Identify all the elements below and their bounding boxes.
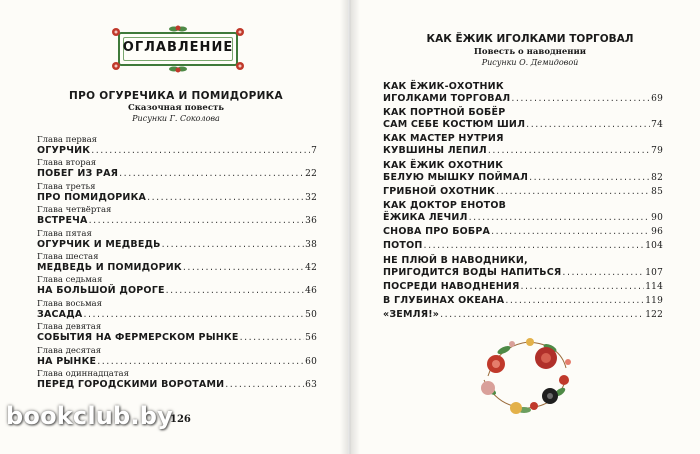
dot-leader: [440, 309, 644, 321]
toc-chapter: [37, 135, 317, 158]
toc-entry: [383, 81, 663, 105]
toc-row: [37, 332, 317, 344]
right-story-subtitle: Повесть о наводнении: [473, 47, 587, 57]
dot-leader: [562, 267, 644, 279]
toc-row: [383, 212, 663, 224]
toc-row: [37, 379, 317, 391]
dot-leader: [469, 212, 651, 224]
right-story-title: КАК ЁЖИК ИГОЛКАМИ ТОРГОВАЛ: [426, 33, 634, 45]
chapter-label: Глава седьмая: [37, 275, 103, 286]
toc-chapter: [37, 252, 317, 275]
chapter-label: Глава шестая: [37, 251, 99, 262]
toc-chapter: [37, 158, 317, 181]
dot-leader: [225, 379, 304, 391]
entry-title-line: КУВШИНЫ ЛЕПИЛ: [383, 145, 487, 157]
dot-leader: [529, 172, 650, 184]
chapter-page-number: 46: [305, 286, 317, 297]
chapter-title: ПОБЕГ ИЗ РАЯ: [37, 168, 119, 180]
entry-page-number: 96: [651, 227, 663, 238]
entry-title-line: САМ СЕБЕ КОСТЮМ ШИЛ: [383, 119, 526, 131]
toc-row: [37, 168, 317, 180]
entry-page-number: 79: [651, 146, 663, 157]
contents-heading: ОГЛАВЛЕНИЕ: [122, 40, 234, 55]
chapter-title: ОГУРЧИК И МЕДВЕДЬ: [37, 238, 161, 250]
chapter-title: НА БОЛЬШОЙ ДОРОГЕ: [37, 285, 165, 297]
entry-title-line: НЕ ПЛЮЙ В НАВОДНИКИ,: [383, 254, 528, 266]
dot-leader: [505, 295, 644, 307]
watermark: bookclub.by: [6, 402, 173, 430]
dot-leader: [488, 145, 650, 157]
toc-row: [383, 281, 663, 293]
toc-row: [37, 309, 317, 321]
chapter-title: НА РЫНКЕ: [37, 355, 97, 367]
toc-row: [383, 93, 663, 105]
toc-row: [383, 267, 663, 279]
toc-entry: [383, 309, 663, 321]
entry-page-number: 107: [645, 267, 663, 278]
chapter-title: ПЕРЕД ГОРОДСКИМИ ВОРОТАМИ: [37, 378, 225, 390]
entry-title-line: ПРИГОДИТСЯ ВОДЫ НАПИТЬСЯ: [383, 266, 562, 278]
chapter-page-number: 36: [305, 216, 317, 227]
dot-leader: [424, 240, 645, 252]
chapter-label: Глава первая: [37, 135, 98, 145]
chapter-label: Глава пятая: [37, 228, 92, 239]
toc-chapter: [37, 229, 317, 252]
dot-leader: [97, 356, 304, 368]
entry-title-line: КАК ЁЖИК-ОХОТНИК: [383, 81, 504, 92]
dot-leader: [521, 281, 645, 293]
entry-title-line: БЕЛУЮ МЫШКУ ПОЙМАЛ: [383, 171, 529, 183]
chapter-title: ВСТРЕЧА: [37, 215, 88, 227]
chapter-label: Глава вторая: [37, 158, 97, 169]
chapter-page-number: 42: [305, 262, 317, 273]
flower-ornament-icon: [234, 26, 246, 38]
dot-leader: [240, 332, 305, 344]
dot-leader: [166, 285, 304, 297]
story-subtitle: Сказочная повесть: [127, 103, 225, 113]
entry-title-line: ПОТОП: [383, 240, 423, 252]
chapter-title: МЕДВЕДЬ И ПОМИДОРИК: [37, 261, 182, 273]
toc-row: [37, 239, 317, 251]
chapter-label: Глава одиннадцатая: [37, 368, 129, 379]
leaf-ornament-icon: [168, 65, 188, 75]
chapter-label: Глава девятая: [37, 322, 102, 333]
toc-entry: [383, 240, 663, 252]
toc-row: [383, 226, 663, 238]
chapter-page-number: 22: [305, 169, 317, 180]
toc-chapter: [37, 182, 317, 205]
chapter-page-number: 63: [305, 379, 317, 390]
chapter-title: ЗАСАДА: [37, 308, 83, 320]
entry-title-line: ПОСРЕДИ НАВОДНЕНИЯ: [383, 280, 520, 292]
toc-row: [383, 240, 663, 252]
chapter-title: ОГУРЧИК: [37, 145, 91, 156]
toc-entry: [383, 255, 663, 279]
toc-row: [37, 262, 317, 274]
toc-row: [383, 186, 663, 198]
book-gutter: [340, 0, 360, 454]
entry-page-number: 119: [645, 295, 663, 306]
right-story-credit: Рисунки О. Демидовой: [481, 58, 579, 67]
toc-row: [37, 285, 317, 297]
toc-row: [37, 215, 317, 227]
toc-chapter: [37, 205, 317, 228]
toc-entry: [383, 200, 663, 224]
toc-row: [37, 145, 317, 157]
chapter-page-number: 50: [305, 309, 317, 320]
entry-title-line: КАК ЁЖИК ОХОТНИК: [383, 159, 504, 171]
toc-row: [383, 172, 663, 184]
toc-entry: [383, 133, 663, 157]
toc-chapter: [37, 299, 317, 322]
chapter-page-number: 56: [305, 333, 317, 344]
leaf-ornament-icon: [168, 23, 188, 33]
right-table-of-contents: [383, 81, 663, 323]
toc-entry: [383, 186, 663, 198]
entry-title-line: СНОВА ПРО БОБРА: [383, 226, 491, 238]
toc-row: [383, 309, 663, 321]
toc-entry: [383, 160, 663, 184]
toc-row: [383, 119, 663, 131]
toc-chapter: [37, 346, 317, 369]
toc-entry: [383, 281, 663, 293]
entry-title-line: ГРИБНОЙ ОХОТНИК: [383, 185, 496, 197]
dot-leader: [147, 192, 304, 204]
dot-leader: [511, 93, 650, 105]
left-table-of-contents: [37, 135, 317, 392]
toc-row: [383, 145, 663, 157]
entry-page-number: 90: [651, 212, 663, 223]
page-number: 126: [170, 414, 191, 425]
chapter-page-number: 38: [305, 239, 317, 250]
chapter-page-number: 32: [305, 192, 317, 203]
entry-page-number: 104: [645, 241, 663, 252]
flower-ornament-icon: [234, 60, 246, 72]
entry-page-number: 69: [651, 94, 663, 104]
entry-title-line: КАК МАСТЕР НУТРИЯ: [383, 133, 504, 145]
flower-ornament-icon: [110, 60, 122, 72]
dot-leader: [162, 239, 305, 251]
entry-title-line: КАК ПОРТНОЙ БОБЁР: [383, 107, 506, 119]
toc-chapter: [37, 369, 317, 392]
toc-chapter: [37, 275, 317, 298]
entry-title-line: ЁЖИКА ЛЕЧИЛ: [383, 211, 468, 223]
entry-title-line: В ГЛУБИНАХ ОКЕАНА: [383, 294, 505, 306]
toc-entry: [383, 226, 663, 238]
dot-leader: [89, 215, 305, 227]
toc-chapter: [37, 322, 317, 345]
dot-leader: [91, 145, 310, 157]
dot-leader: [119, 168, 304, 180]
floral-wreath-illustration: [468, 328, 580, 416]
chapter-title: СОБЫТИЯ НА ФЕРМЕРСКОМ РЫНКЕ: [37, 332, 239, 344]
toc-entry: [383, 295, 663, 307]
entry-title-line: КАК ДОКТОР ЕНОТОВ: [383, 199, 507, 211]
chapter-label: Глава десятая: [37, 345, 102, 356]
dot-leader: [496, 186, 650, 198]
toc-row: [383, 295, 663, 307]
chapter-title: ПРО ПОМИДОРИКА: [37, 191, 147, 203]
toc-row: [37, 192, 317, 204]
chapter-label: Глава четвёртая: [37, 205, 112, 216]
toc-entry: [383, 107, 663, 131]
story-title: ПРО ОГУРЕЧИКА И ПОМИДОРИКА: [69, 90, 283, 102]
chapter-label: Глава третья: [37, 181, 96, 192]
entry-title-line: «ЗЕМЛЯ!»: [383, 309, 440, 321]
toc-row: [37, 356, 317, 368]
entry-page-number: 122: [645, 310, 663, 321]
entry-title-line: ИГОЛКАМИ ТОРГОВАЛ: [383, 93, 511, 104]
entry-page-number: 82: [651, 172, 663, 183]
contents-heading-frame: [108, 24, 248, 74]
chapter-page-number: 60: [305, 356, 317, 367]
dot-leader: [183, 262, 304, 274]
story-credit: Рисунки Г. Соколовa: [132, 114, 220, 123]
dot-leader: [83, 309, 304, 321]
flower-ornament-icon: [110, 26, 122, 38]
dot-leader: [491, 226, 650, 238]
chapter-page-number: 7: [311, 146, 317, 156]
entry-page-number: 114: [645, 281, 663, 292]
chapter-label: Глава восьмая: [37, 298, 102, 309]
dot-leader: [526, 119, 650, 131]
entry-page-number: 74: [651, 120, 663, 131]
entry-page-number: 85: [651, 186, 663, 197]
